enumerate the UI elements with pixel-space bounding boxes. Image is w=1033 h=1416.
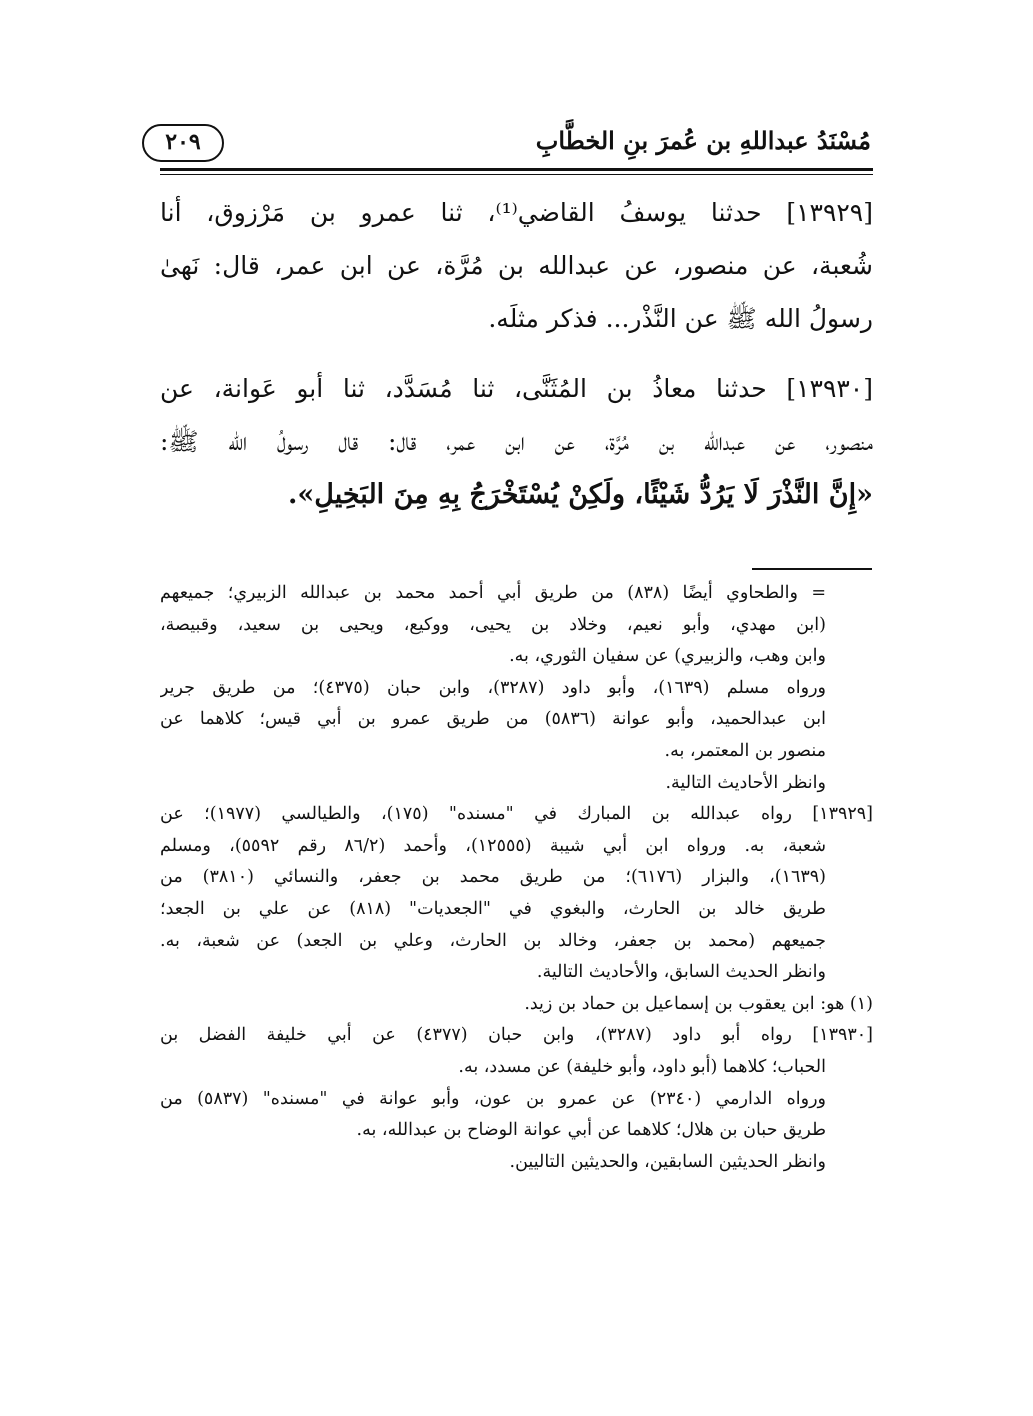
footnotes [160, 578, 873, 1178]
footnote-line: الحباب؛ كلاهما (أبو داود، وأبو خليفة) عن مسدد، به. [458, 1056, 826, 1077]
footnote-line: شعبة، به. ورواه ابن أبي شيبة (١٢٥٥٥)، وأحمد (٨٦/٢ رقم ٥٥٩٢)، ومسلم [160, 835, 826, 856]
header-rule-thick [160, 168, 873, 171]
footnote-line: = والطحاوي أيضًا (٨٣٨) من طريق أبي أحمد محمد بن عبدالله الزبيري؛ جميعهم [160, 583, 827, 603]
main-line: [١٣٩٣٠] حدثنا معاذُ بن المُثَنَّى، ثنا مُسَدَّد، ثنا أبو عَوانة، عن [160, 374, 873, 403]
footnote-separator [752, 568, 872, 570]
footnote-line: (١٦٣٩)، والبزار (٦١٧٦)؛ من طريق محمد بن جعفر، والنسائي (٣٨١٠) من [160, 867, 826, 888]
footnote-line: ابن عبدالحميد، وأبو عوانة (٥٨٣٦) من طريق عمرو بن أبي قيس؛ كلاهما عن [160, 709, 826, 730]
prophetic-saying-line: «إِنَّ النَّذْرَ لَا يَرُدُّ شَيْئًا، ولَكِنْ يُسْتَخْرَجُ بِهِ مِنَ البَخِيلِ». [288, 479, 873, 510]
footnote-line: وابن وهب، والزبيري) عن سفيان الثوري، به. [509, 646, 826, 667]
footnote-line: جميعهم (محمد بن جعفر، وخالد بن الحارث، وعلي بن الجعد) عن شعبة، به. [160, 930, 826, 951]
footnote-line: وانظر الحديثين السابقين، والحديثين التاليين. [509, 1151, 826, 1172]
footnote-line: ورواه مسلم (١٦٣٩)، وأبو داود (٣٢٨٧)، وابن حبان (٤٣٧٥)؛ من طريق جرير [160, 677, 827, 698]
header-rule-thin [160, 174, 873, 175]
hadith-13929 [160, 186, 873, 345]
footnote-line: طريق حبان بن هلال؛ كلاهما عن أبي عوانة الوضاح بن عبدالله، به. [356, 1120, 826, 1141]
main-line: رسولُ الله ﷺ عن النَّذْر... فذكر مثلَه. [488, 304, 873, 333]
footnote-line: ورواه الدارمي (٢٣٤٠) عن عمرو بن عون، وأبو عوانة في "مسنده" (٥٨٣٧) من [160, 1088, 826, 1109]
footnote-line: [١٣٩٣٠] رواه أبو داود (٣٢٨٧)، وابن حبان (٤٣٧٧) عن أبي خليفة الفضل بن [160, 1025, 873, 1046]
footnote-line: (ابن مهدي، وأبو نعيم، وخلاد بن يحيى، ووكيع، ويحيى بن سعيد، وقبيصة، [160, 614, 826, 635]
footnote-line: وانظر الأحاديث التالية. [665, 772, 826, 793]
footnote-line: طريق خالد بن الحارث، والبغوي في "الجعديات" (٨١٨) عن علي بن الجعد؛ [160, 898, 826, 919]
footnote-line: [١٣٩٢٩] رواه عبدالله بن المبارك في "مسنده" (١٧٥)، والطيالسي (١٩٧٧)؛ عن [160, 804, 873, 825]
running-header-title: مُسْنَدُ عبداللهِ بن عُمرَ بنِ الخطَّابِ [535, 126, 871, 155]
footnote-line: وانظر الحديث السابق، والأحاديث التالية. [536, 962, 826, 983]
footnote-line: منصور بن المعتمر، به. [664, 740, 826, 761]
footnote-line: (١) هو: ابن يعقوب بن إسماعيل بن حماد بن زيد. [524, 993, 873, 1014]
page-number-badge: ٢٠٩ [142, 124, 224, 162]
main-line: [١٣٩٢٩] حدثنا يوسفُ القاضي⁽¹⁾، ثنا عمرو بن مَرْزوق، أنا [160, 198, 873, 227]
main-line: شُعبة، عن منصور، عن عبدالله بن مُرَّة، عن ابن عمر، قال: نَهىٰ [160, 251, 873, 280]
hadith-13930 [160, 362, 873, 521]
main-line: منصور، عن عبدالله بن مُرَّة، عن ابن عمر، قال: قال رسولُ الله ﷺ: [160, 427, 873, 456]
